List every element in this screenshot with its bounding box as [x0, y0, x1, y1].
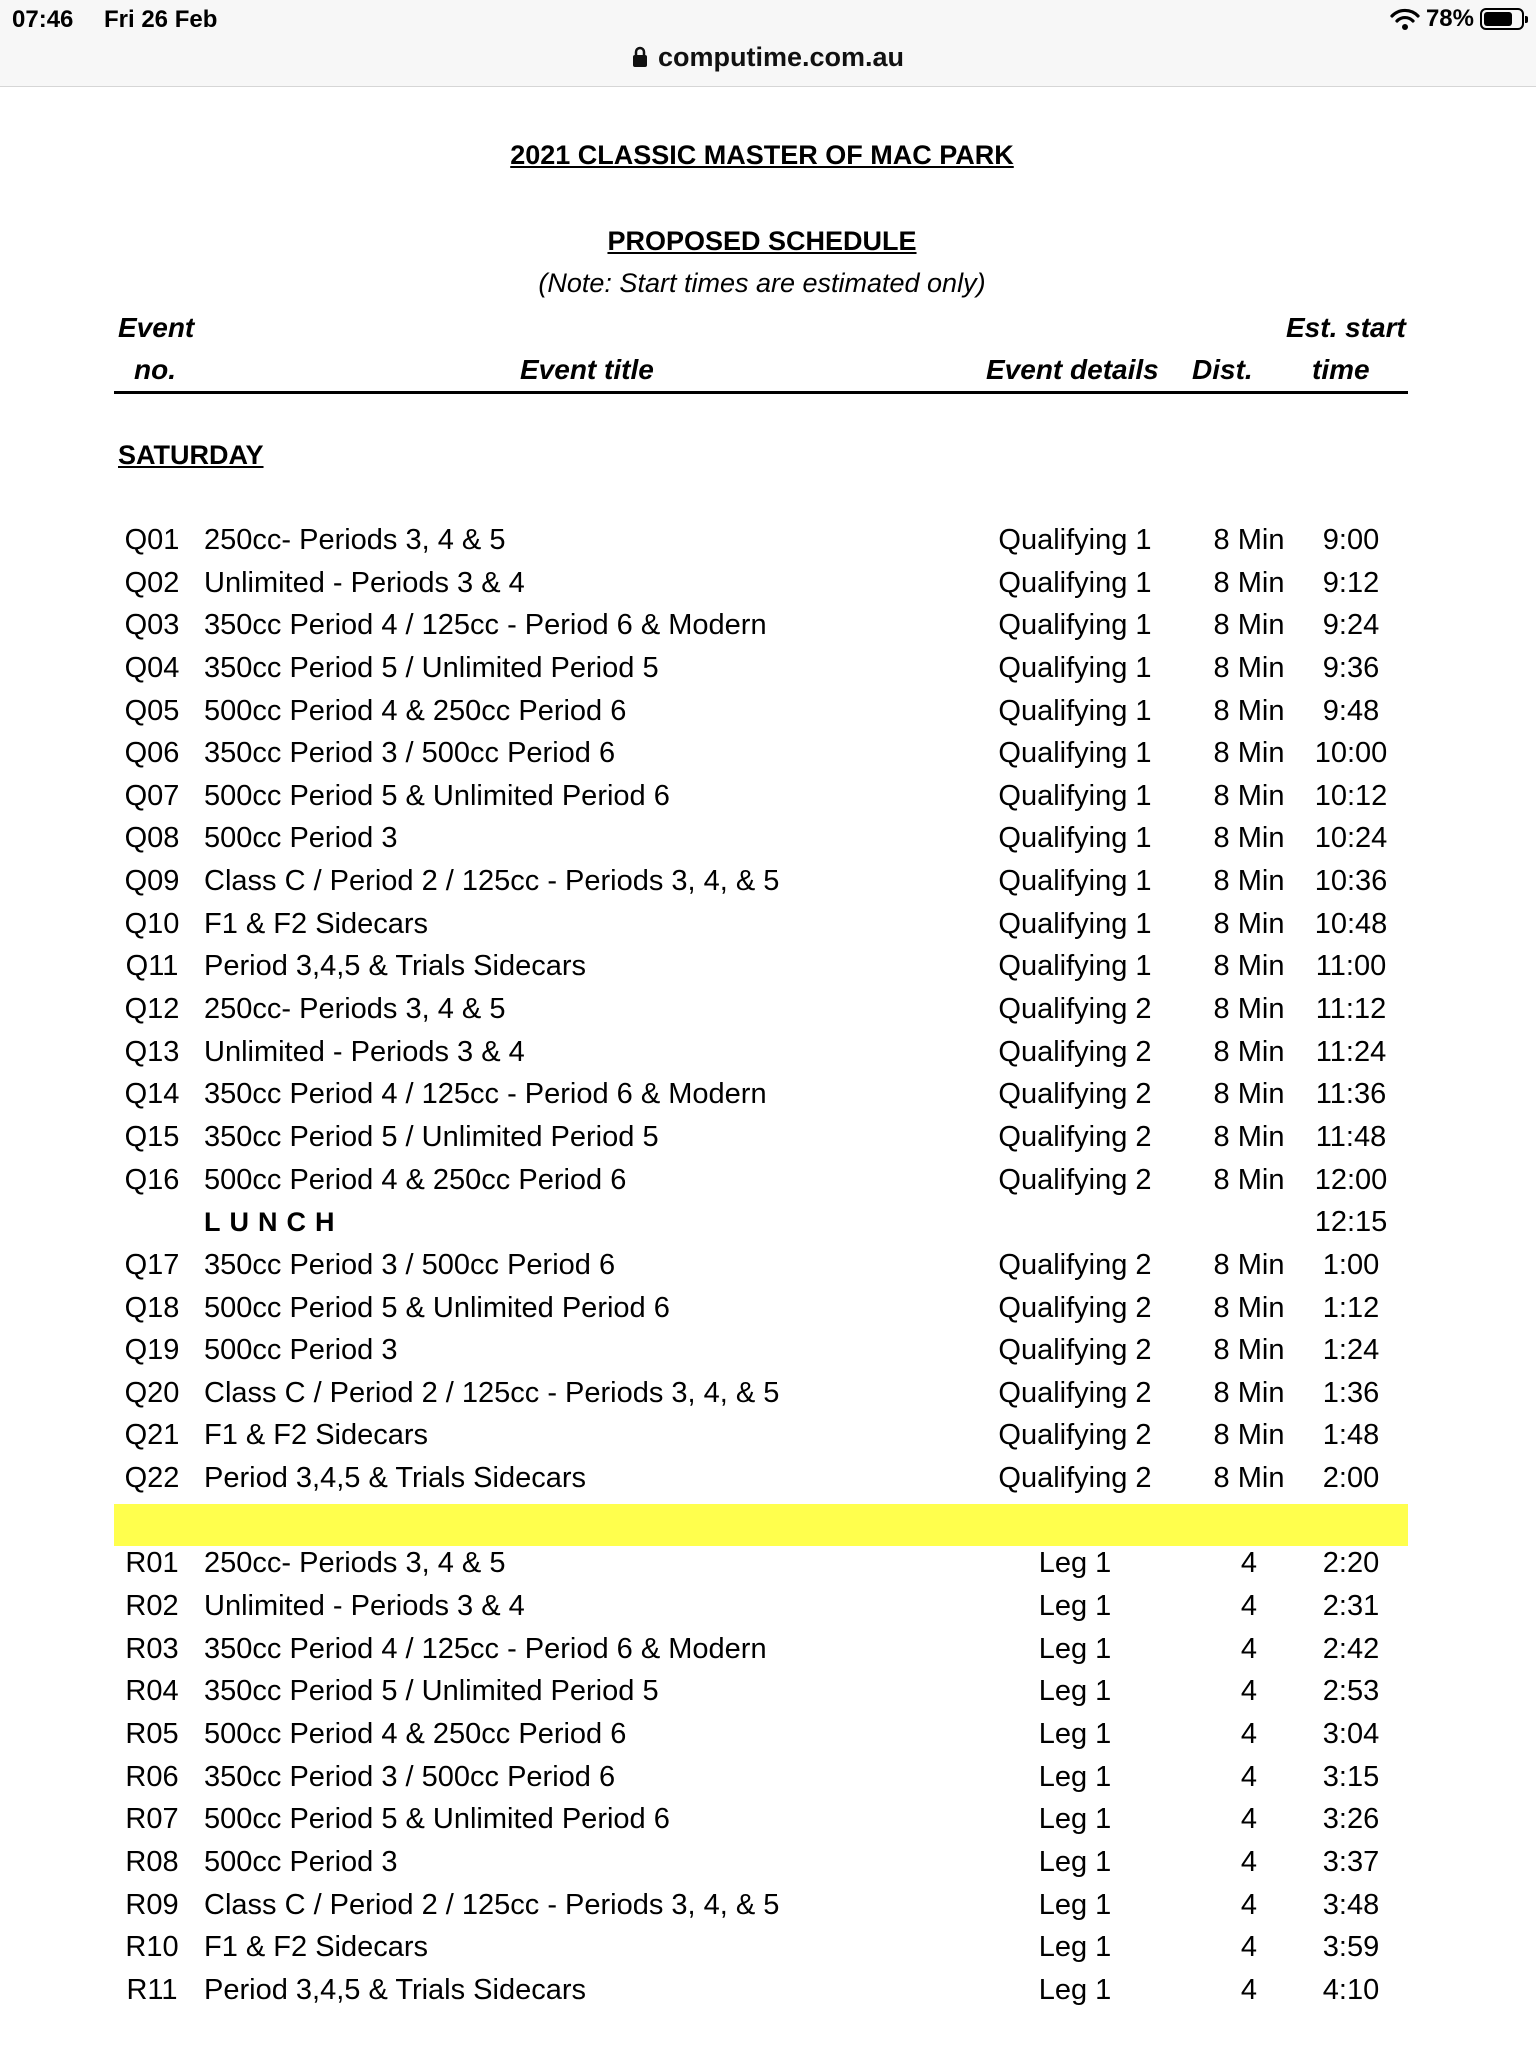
- start-time: 9:36: [1322, 651, 1380, 684]
- event-distance: 4: [1240, 1632, 1258, 1665]
- battery-icon: [1480, 8, 1524, 30]
- event-distance: 8 Min: [1213, 1248, 1285, 1281]
- event-distance: 8 Min: [1213, 950, 1285, 983]
- event-number: R11: [126, 1973, 178, 2006]
- event-details: Leg 1: [1038, 1547, 1112, 1580]
- start-time: 2:53: [1322, 1675, 1380, 1708]
- start-time: 11:12: [1315, 993, 1387, 1026]
- event-distance: 8 Min: [1213, 1163, 1285, 1196]
- event-title: 350cc Period 4 / 125cc - Period 6 & Modern: [204, 1632, 767, 1665]
- status-date: Fri 26 Feb: [104, 6, 218, 33]
- header-event-details: Event details: [986, 354, 1159, 385]
- event-distance: 8 Min: [1213, 865, 1285, 898]
- event-distance: 4: [1240, 1931, 1258, 1964]
- start-time: 10:12: [1314, 779, 1388, 812]
- event-details: Qualifying 1: [998, 950, 1152, 983]
- event-number: Q13: [124, 1035, 180, 1068]
- table-row: [114, 519, 1410, 562]
- event-number: Q21: [124, 1419, 180, 1452]
- event-details: Qualifying 2: [998, 1078, 1152, 1111]
- event-distance: 8 Min: [1213, 779, 1285, 812]
- event-title: Period 3,4,5 & Trials Sidecars: [204, 1462, 587, 1495]
- event-details: Qualifying 2: [998, 993, 1152, 1026]
- event-distance: 8 Min: [1213, 1462, 1285, 1495]
- event-details: Qualifying 1: [998, 651, 1152, 684]
- event-title: Class C / Period 2 / 125cc - Periods 3, 4, & 5: [204, 1376, 780, 1409]
- event-details: Qualifying 1: [998, 609, 1152, 642]
- event-distance: 8 Min: [1213, 907, 1285, 940]
- event-distance: 4: [1240, 1845, 1258, 1878]
- header-event-title: Event title: [520, 354, 654, 385]
- start-time: 10:00: [1314, 737, 1388, 770]
- event-details: Leg 1: [1038, 1760, 1112, 1793]
- event-title: 500cc Period 3: [204, 1334, 398, 1367]
- event-number: Q16: [124, 1163, 180, 1196]
- event-distance: 4: [1240, 1973, 1258, 2006]
- event-title: 500cc Period 5 & Unlimited Period 6: [204, 779, 670, 812]
- start-time: 3:37: [1322, 1845, 1380, 1878]
- table-row: [114, 1287, 1410, 1330]
- table-row: [114, 1073, 1410, 1116]
- event-distance: 8 Min: [1213, 694, 1285, 727]
- event-distance: 8 Min: [1213, 566, 1285, 599]
- start-time: 10:24: [1314, 822, 1388, 855]
- day-heading: SATURDAY: [118, 440, 264, 470]
- table-row: [114, 860, 1410, 903]
- event-details: Qualifying 1: [998, 566, 1152, 599]
- start-time: 1:00: [1322, 1248, 1380, 1281]
- event-details: Leg 1: [1038, 1717, 1112, 1750]
- event-number: Q17: [124, 1248, 180, 1281]
- event-number: Q08: [124, 822, 180, 855]
- event-distance: 8 Min: [1213, 1291, 1285, 1324]
- table-row: [114, 1159, 1410, 1202]
- event-number: Q01: [124, 524, 180, 556]
- header-event-no-2: no.: [134, 354, 176, 385]
- wifi-icon: [1390, 7, 1420, 31]
- event-distance: 8 Min: [1213, 651, 1285, 684]
- event-title: 500cc Period 5 & Unlimited Period 6: [204, 1803, 670, 1836]
- start-time: 4:10: [1322, 1973, 1380, 2006]
- url-text[interactable]: computime.com.au: [657, 41, 905, 72]
- event-number: R05: [125, 1717, 179, 1750]
- table-row: [114, 1969, 1410, 2012]
- event-distance: 4: [1240, 1675, 1258, 1708]
- event-title: 500cc Period 4 & 250cc Period 6: [204, 694, 627, 727]
- page-subtitle: PROPOSED SCHEDULE: [607, 226, 917, 256]
- table-row: [114, 903, 1410, 946]
- event-details: Leg 1: [1038, 1888, 1112, 1921]
- start-time: 11:24: [1315, 1035, 1387, 1068]
- battery-percent: 78%: [1425, 5, 1474, 32]
- header-event-no-1: Event: [118, 312, 195, 343]
- event-details: Qualifying 2: [998, 1291, 1152, 1324]
- header-divider: [114, 391, 1408, 394]
- event-details: Qualifying 2: [998, 1120, 1152, 1153]
- start-time: 1:36: [1322, 1376, 1380, 1409]
- event-title: 250cc- Periods 3, 4 & 5: [204, 1547, 506, 1580]
- start-time: 9:12: [1322, 566, 1380, 599]
- table-row: [114, 1926, 1410, 1969]
- table-row: [114, 604, 1410, 647]
- header-dist: Dist.: [1192, 354, 1253, 385]
- table-row: [114, 1884, 1410, 1927]
- start-time: 9:00: [1322, 524, 1380, 556]
- event-number: Q10: [124, 907, 180, 940]
- event-number: Q09: [124, 865, 180, 898]
- event-number: Q12: [124, 993, 180, 1026]
- event-title: 350cc Period 3 / 500cc Period 6: [204, 737, 616, 770]
- event-distance: 4: [1240, 1717, 1258, 1750]
- event-title: Period 3,4,5 & Trials Sidecars: [204, 950, 587, 983]
- event-number: R06: [125, 1760, 179, 1793]
- event-distance: 8 Min: [1213, 1035, 1285, 1068]
- event-number: R02: [125, 1590, 179, 1623]
- event-title: Unlimited - Periods 3 & 4: [204, 1590, 525, 1623]
- lunch-row: [114, 1201, 1410, 1244]
- header-start-2: time: [1312, 354, 1370, 385]
- address-bar[interactable]: [0, 40, 1536, 74]
- event-number: Q20: [124, 1376, 180, 1409]
- event-title: 350cc Period 5 / Unlimited Period 5: [204, 651, 659, 684]
- event-title: 500cc Period 5 & Unlimited Period 6: [204, 1291, 670, 1324]
- event-title: F1 & F2 Sidecars: [204, 1931, 429, 1964]
- event-title: 250cc- Periods 3, 4 & 5: [204, 524, 506, 556]
- event-details: Leg 1: [1038, 1803, 1112, 1836]
- event-number: R03: [125, 1632, 179, 1665]
- event-number: R04: [125, 1675, 179, 1708]
- event-title: 500cc Period 4 & 250cc Period 6: [204, 1717, 627, 1750]
- event-distance: 8 Min: [1213, 1334, 1285, 1367]
- event-title: LUNCH: [204, 1207, 344, 1238]
- table-row: [114, 945, 1410, 988]
- event-number: R08: [125, 1845, 179, 1878]
- event-distance: 4: [1240, 1590, 1258, 1623]
- start-time: 3:26: [1322, 1803, 1380, 1836]
- event-title: 500cc Period 3: [204, 1845, 398, 1878]
- event-distance: 8 Min: [1213, 822, 1285, 855]
- start-time: 9:48: [1322, 694, 1380, 727]
- table-row: [114, 988, 1410, 1031]
- table-row: [114, 1329, 1410, 1372]
- event-details: Qualifying 1: [998, 694, 1152, 727]
- event-number: R01: [125, 1547, 179, 1580]
- table-row: [114, 1841, 1410, 1884]
- event-distance: 8 Min: [1213, 1419, 1285, 1452]
- table-row: [114, 1542, 1410, 1585]
- event-distance: 8 Min: [1213, 993, 1285, 1026]
- start-time: 3:15: [1322, 1760, 1380, 1793]
- event-number: Q04: [124, 651, 180, 684]
- event-details: Leg 1: [1038, 1931, 1112, 1964]
- event-title: 350cc Period 3 / 500cc Period 6: [204, 1760, 616, 1793]
- table-row: [114, 1798, 1410, 1841]
- event-number: Q07: [124, 779, 180, 812]
- event-distance: 4: [1240, 1760, 1258, 1793]
- start-time: 1:48: [1322, 1419, 1380, 1452]
- event-title: 500cc Period 4 & 250cc Period 6: [204, 1163, 627, 1196]
- event-title: F1 & F2 Sidecars: [204, 907, 429, 940]
- event-details: Qualifying 1: [998, 822, 1152, 855]
- event-details: Qualifying 1: [998, 524, 1152, 556]
- table-row: [114, 817, 1410, 860]
- event-details: Leg 1: [1038, 1675, 1112, 1708]
- event-details: Qualifying 2: [998, 1376, 1152, 1409]
- event-title: 500cc Period 3: [204, 822, 398, 855]
- event-details: Qualifying 2: [998, 1163, 1152, 1196]
- event-details: Qualifying 2: [998, 1462, 1152, 1495]
- battery-level: [1484, 12, 1512, 26]
- table-row: [114, 1372, 1410, 1415]
- start-time: 2:42: [1322, 1632, 1380, 1665]
- event-number: Q15: [124, 1120, 180, 1153]
- event-title: Unlimited - Periods 3 & 4: [204, 1035, 525, 1068]
- table-row: [114, 1244, 1410, 1287]
- event-number: R07: [125, 1803, 179, 1836]
- event-number: Q18: [124, 1291, 180, 1324]
- event-number: Q06: [124, 737, 180, 770]
- event-details: Qualifying 2: [998, 1248, 1152, 1281]
- lock-icon: [632, 46, 648, 68]
- event-number: Q19: [124, 1334, 180, 1367]
- table-row: [114, 1585, 1410, 1628]
- start-time: 11:36: [1315, 1078, 1387, 1111]
- event-distance: 8 Min: [1213, 1120, 1285, 1153]
- start-time: 2:00: [1322, 1462, 1380, 1495]
- event-title: 350cc Period 3 / 500cc Period 6: [204, 1248, 616, 1281]
- event-distance: 8 Min: [1213, 1376, 1285, 1409]
- start-time: 2:20: [1322, 1547, 1380, 1580]
- event-title: Class C / Period 2 / 125cc - Periods 3, 4, & 5: [204, 1888, 780, 1921]
- table-row: [114, 1670, 1410, 1713]
- event-details: Leg 1: [1038, 1590, 1112, 1623]
- header-start-1: Est. start: [1286, 312, 1406, 343]
- event-details: Qualifying 1: [998, 779, 1152, 812]
- start-time: 11:48: [1315, 1120, 1387, 1153]
- table-row: [114, 1414, 1410, 1457]
- event-number: Q05: [124, 694, 180, 727]
- start-time: 10:48: [1314, 907, 1388, 940]
- table-row: [114, 1756, 1410, 1799]
- start-time: 11:00: [1315, 950, 1387, 983]
- event-distance: 8 Min: [1213, 737, 1285, 770]
- event-details: Qualifying 1: [998, 865, 1152, 898]
- event-distance: 8 Min: [1213, 1078, 1285, 1111]
- start-time: 3:04: [1322, 1717, 1380, 1750]
- event-number: Q02: [124, 566, 180, 599]
- start-time: 1:24: [1322, 1334, 1380, 1367]
- start-time: 12:15: [1314, 1206, 1388, 1239]
- table-row: [114, 1713, 1410, 1756]
- event-number: Q11: [125, 950, 179, 983]
- table-row: [114, 1457, 1410, 1500]
- start-time: 3:59: [1322, 1931, 1380, 1964]
- event-number: R09: [125, 1888, 179, 1921]
- event-number: Q14: [124, 1078, 180, 1111]
- table-row: [114, 647, 1410, 690]
- event-details: Qualifying 2: [998, 1419, 1152, 1452]
- start-time: 12:00: [1314, 1163, 1388, 1196]
- event-title: F1 & F2 Sidecars: [204, 1419, 429, 1452]
- event-details: Leg 1: [1038, 1973, 1112, 2006]
- event-details: Leg 1: [1038, 1632, 1112, 1665]
- event-details: Leg 1: [1038, 1845, 1112, 1878]
- event-title: 250cc- Periods 3, 4 & 5: [204, 993, 506, 1026]
- event-title: 350cc Period 4 / 125cc - Period 6 & Modern: [204, 609, 767, 642]
- event-distance: 4: [1240, 1547, 1258, 1580]
- start-time: 10:36: [1314, 865, 1388, 898]
- event-title: 350cc Period 5 / Unlimited Period 5: [204, 1675, 659, 1708]
- event-details: Qualifying 2: [998, 1035, 1152, 1068]
- browser-chrome: [0, 0, 1536, 87]
- spacer-row: [114, 1500, 1410, 1543]
- event-distance: 8 Min: [1213, 609, 1285, 642]
- event-title: 350cc Period 5 / Unlimited Period 5: [204, 1120, 659, 1153]
- event-details: Qualifying 1: [998, 907, 1152, 940]
- start-time: 2:31: [1322, 1590, 1380, 1623]
- start-time: 1:12: [1322, 1291, 1380, 1324]
- table-row: [114, 1628, 1410, 1671]
- event-details: Qualifying 2: [998, 1334, 1152, 1367]
- page-title: 2021 CLASSIC MASTER OF MAC PARK: [510, 140, 1014, 170]
- table-row: [114, 690, 1410, 733]
- table-row: [114, 1116, 1410, 1159]
- table-row: [114, 1031, 1410, 1074]
- table-row: [114, 562, 1410, 605]
- status-time: 07:46: [12, 6, 74, 33]
- event-details: Qualifying 1: [998, 737, 1152, 770]
- schedule-table: [114, 519, 1410, 2011]
- event-title: 350cc Period 4 / 125cc - Period 6 & Modern: [204, 1078, 767, 1111]
- event-number: R10: [125, 1931, 179, 1964]
- event-title: Period 3,4,5 & Trials Sidecars: [204, 1973, 587, 2006]
- event-number: Q22: [124, 1462, 180, 1495]
- event-number: Q03: [124, 609, 180, 642]
- start-time: 9:24: [1322, 609, 1380, 642]
- event-distance: 4: [1240, 1888, 1258, 1921]
- event-distance: 4: [1240, 1803, 1258, 1836]
- event-distance: 8 Min: [1213, 524, 1285, 556]
- schedule-note: (Note: Start times are estimated only): [538, 268, 986, 298]
- event-title: Unlimited - Periods 3 & 4: [204, 566, 525, 599]
- table-row: [114, 775, 1410, 818]
- table-row: [114, 732, 1410, 775]
- status-indicators: [1390, 4, 1524, 34]
- event-title: Class C / Period 2 / 125cc - Periods 3, 4, & 5: [204, 865, 780, 898]
- start-time: 3:48: [1322, 1888, 1380, 1921]
